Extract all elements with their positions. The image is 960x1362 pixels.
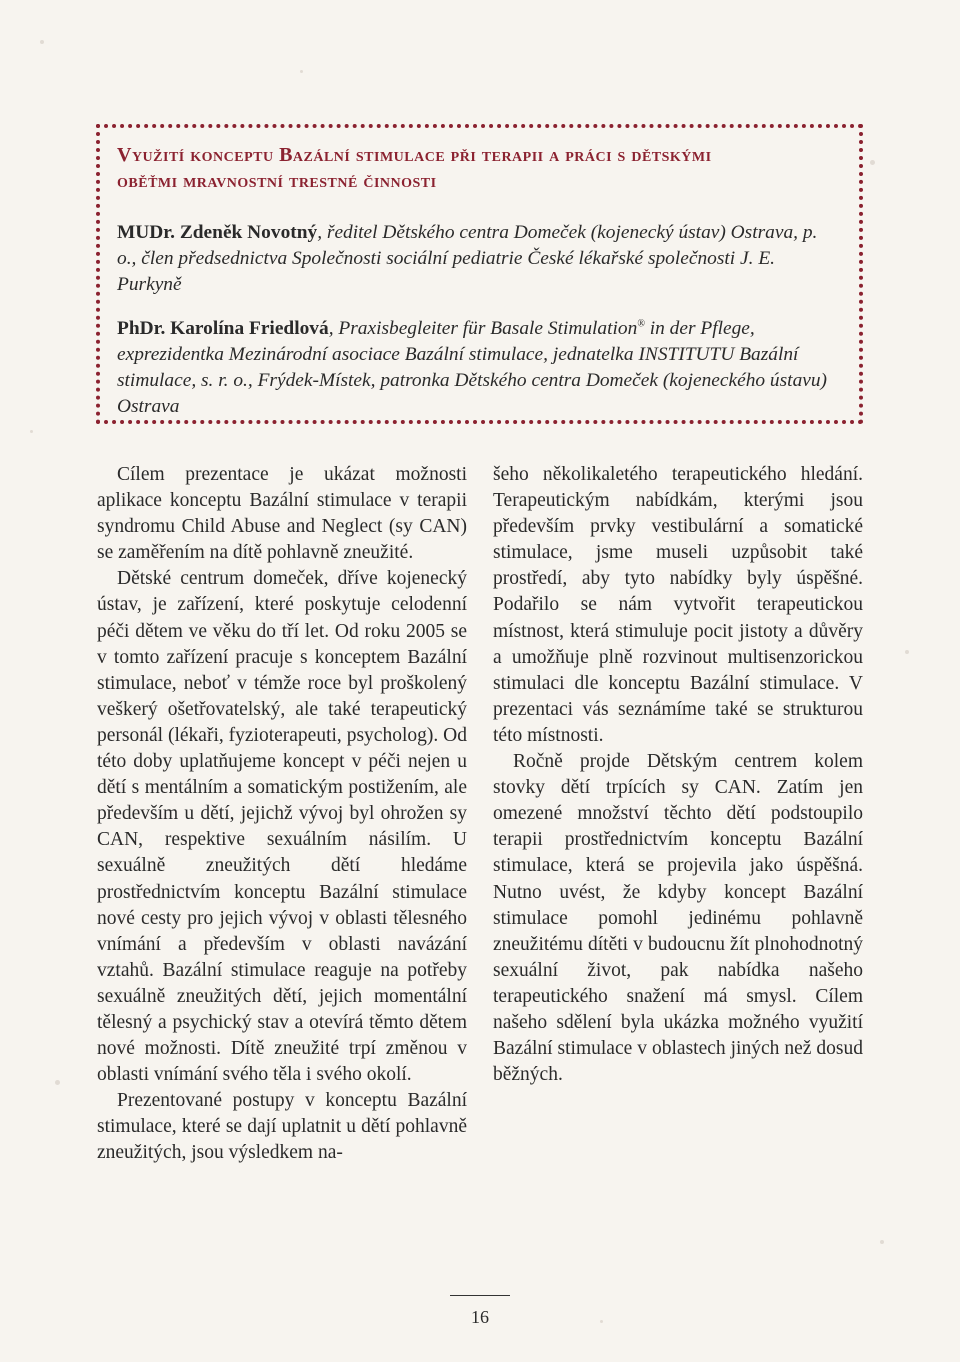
paragraph: Ročně projde Dětským centrem kolem stovky dětí trpících sy CAN. Zatím jen omezené množství těchto dětí podstoupilo terapii prostřednictvím konceptu Bazální stimulace, která se projevila jako úspěšná. Nutno uvést, že kdyby koncept Bazální stimulace pomohl jedinému pohlavně zneužitému dítěti v budoucnu žít plnohodnotný sexuální život, pak nabídka našeho terapeutického snažení má smysl. Cílem našeho sdělení byla ukázka možného využití Bazální stimulace v oblastech jiných než dosud běžných. — [493, 751, 863, 1086]
author-1 — [117, 220, 841, 298]
paragraph: Dětské centrum domeček, dříve kojenecký ústav, je zařízení, které poskytuje celodenní péči dětem ve věku do tří let. Od roku 2005 se v tomto zařízení pracuje s konceptem Bazální stimulace, neboť v témže roce byl proškolený veškerý ošetřovatelský, ale také terapeutický personál (lékaři, fyzioterapeuti, psycholog). Od této doby uplatňujeme koncept v péči nejen u dětí s mentálním a somatickým postižením, ale především u dětí, jejichž vývoj byl ohrožen sy CAN, respektive sexuálním násilím. U sexuálně zneužitých dětí hledáme prostřednictvím konceptu Bazální stimulace nové cesty pro jejich vývoj v oblasti tělesného vnímání a především v oblasti navázání vztahů. Bazální stimulace reaguje na potřeby sexuálně zneužitých dětí, jejich momentální tělesný a psychický stav a otevírá těmto dětem nové možnosti. Dítě zneužité trpí změnou v oblasti vnímání svého těla i svého okolí. — [97, 568, 467, 1086]
body-column-right — [493, 462, 863, 1088]
article-title — [117, 142, 841, 194]
paper-speck — [870, 160, 875, 165]
paper-speck — [40, 40, 44, 44]
paper-speck — [55, 1080, 60, 1085]
page-number-rule — [450, 1295, 510, 1296]
author-2 — [117, 316, 841, 420]
author-2-role-b: in der Pflege, exprezidentka Mezinárodní asociace Bazální stimulace, jednatelka INSTITUTU Bazální stimulace, s. r. o., Frýdek-Místek, patronka Dětského centra Domeček (kojeneckého ústavu) Ostrava — [117, 318, 828, 417]
author-1-name: MUDr. Zdeněk Novotný — [117, 222, 318, 243]
page-number: 16 — [471, 1307, 489, 1327]
paper-speck — [880, 1240, 884, 1244]
author-2-name: PhDr. Karolína Friedlová — [117, 318, 329, 339]
body-column-left — [97, 462, 467, 1167]
paper-speck — [300, 70, 303, 73]
header-box — [96, 124, 863, 424]
paragraph-continued: šeho několikaletého terapeutického hledání. Terapeutickým nabídkám, kterými jsou především prvky vestibulární a somatické stimulace, jsme museli uzpůsobit také prostředí, aby tyto nabídky byly úspěšné. Podařilo se nám vytvořit terapeutickou místnost, která stimuluje pocit jistoty a důvěry a umožňuje plně rozvinout multisenzorickou stimulaci dle konceptu Bazální stimulace. V prezentaci vás seznámíme také se strukturou této místnosti. — [493, 464, 863, 746]
registered-mark: ® — [637, 318, 645, 330]
author-2-role-a: , Praxisbegleiter für Basale Stimulation — [328, 318, 638, 339]
paper-speck — [905, 650, 909, 654]
title-line-1: Využití konceptu Bazální stimulace při terapii a práci s dětskými — [117, 144, 712, 166]
author-1-role: , ředitel Dětského centra Domeček (kojenecký ústav) Ostrava, p. o., člen předsednictva Společnosti sociální pediatrie České lékařské společnosti J. E. Purkyně — [117, 222, 818, 295]
paper-speck — [600, 1320, 603, 1323]
title-line-2: oběťmi mravnostní trestné činnosti — [117, 170, 437, 192]
paper-speck — [30, 430, 33, 433]
paragraph: Prezentované postupy v konceptu Bazální stimulace, které se dají uplatnit u dětí pohlavně zneužitých, jsou výsledkem na- — [97, 1090, 467, 1164]
paragraph: Cílem prezentace je ukázat možnosti aplikace konceptu Bazální stimulace v terapii syndromu Child Abuse and Neglect (sy CAN) se zaměřením na dítě pohlavně zneužité. — [97, 464, 467, 564]
